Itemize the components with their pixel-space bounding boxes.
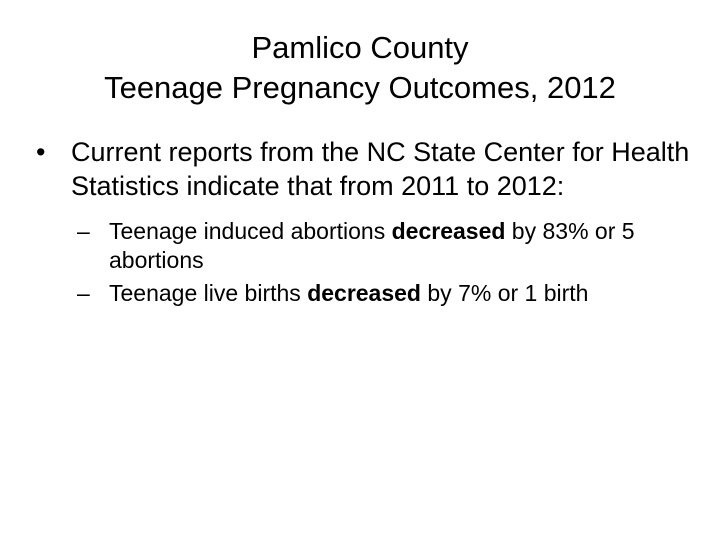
slide-title	[0, 28, 720, 108]
bullet-item	[36, 135, 696, 308]
sub-bullet-text-after: by 83% or 5 abortions	[109, 218, 635, 273]
title-line-1: Pamlico County	[251, 30, 469, 65]
sub-bullet-text-before: Teenage live births	[109, 280, 308, 306]
bullet-list	[36, 135, 696, 312]
sub-bullet-emphasis: decreased	[391, 218, 506, 244]
sub-bullet-list	[71, 217, 696, 308]
bullet-text: Current reports from the NC State Center for Health Statistics indicate that from 2011 to 2012:	[71, 137, 690, 201]
title-line-2: Teenage Pregnancy Outcomes, 2012	[104, 70, 616, 105]
sub-bullet-text-after: by 7% or 1 birth	[421, 280, 589, 306]
dash-marker: –	[77, 218, 90, 244]
sub-bullet-item-births	[77, 279, 696, 308]
bullet-marker: •	[36, 137, 46, 167]
sub-bullet-item-abortions	[77, 217, 696, 275]
sub-bullet-emphasis: decreased	[307, 280, 421, 306]
dash-marker: –	[77, 280, 90, 306]
sub-bullet-text-before: Teenage induced abortions	[109, 218, 392, 244]
